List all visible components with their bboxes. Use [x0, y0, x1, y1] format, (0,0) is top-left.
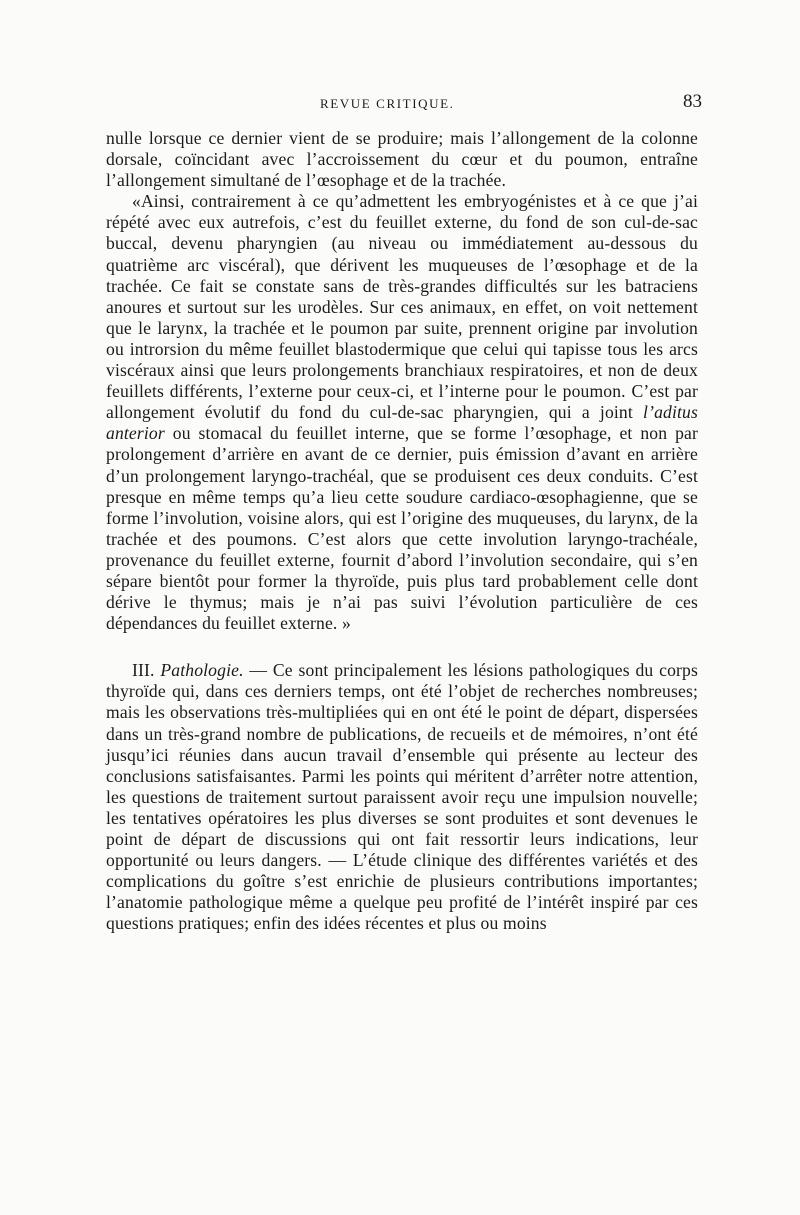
italic-term: l’aditus anterior — [106, 402, 698, 444]
paragraph-continuation — [106, 128, 698, 191]
section-number: III. — [132, 660, 155, 681]
running-title: REVUE CRITIQUE. — [320, 96, 455, 111]
paragraph-text: nulle lorsque ce dernier vient de se produire; mais l’allongement de la colonne dorsale, coïncidant avec l’accroissement du cœur et du poumon, entraîne l’allongement simultané de l’œsophage et de la trachée. — [106, 128, 698, 191]
paragraph-quotation — [106, 191, 698, 634]
running-header — [106, 91, 702, 120]
section-text: — Ce sont principalement les lésions pathologiques du corps thyroïde qui, dans ces derniers temps, ont été l’objet de recherches nombreuses; mais les observations très-multipliées qui en ont été le point de départ, dispersées dans un très-grand nombre de publications, de recueils et de mémoires, n’ont été jusqu’ici réunies dans aucun travail d’ensemble qui présente au lecteur des conclusions satisfaisantes. Parmi les points qui méritent d’arrêter notre attention, les questions de traitement surtout paraissent avoir reçu une impulsion nouvelle; les tentatives opératoires les plus diverses se sont produites et sont devenues le point de départ de discussions qui ont fait ressortir leurs indications, leur opportunité ou leurs dangers. — L’étude clinique des différentes variétés et des complications du goître s’est enrichie de plusieurs contributions importantes; l’anatomie pathologique même a quelque peu profité de l’intérêt inspiré par ces questions pratiques; enfin des idées récentes et plus ou moins — [106, 660, 698, 934]
page-number: 83 — [683, 91, 702, 112]
section-title: Pathologie. — [160, 660, 244, 681]
quotation-text-part-2: ou stomacal du feuillet interne, que se forme l’œsophage, et non par prolongement d’arrière en avant de ce dernier, puis émission d’avant en arrière d’un prolongement laryngo-trachéal, que se produisent ces deux conduits. C’est presque en même temps qu’a lieu cette soudure cardiaco-œsophagienne, que se forme l’involution, voisine alors, qui est l’origine des muqueuses, du larynx, de la trachée et des poumons. C’est alors que cette involution laryngo-trachéale, provenance du feuillet externe, fournit d’abord l’involution secondaire, qui s’en sépare bientôt pour former la thyroïde, puis plus tard probablement celle dont dérive le thymus; mais je n’ai pas suivi l’évolution particulière de ces dépendances du feuillet externe. » — [106, 423, 698, 634]
quotation-text-part-1: «Ainsi, contrairement à ce qu’admettent les embryogénistes et à ce que j’ai répété avec eux autrefois, c’est du feuillet externe, du fond de son cul-de-sac buccal, devenu pharyngien (au niveau ou immédiatement au-dessous du quatrième arc viscéral), que dérivent les muqueuses de l’œsophage et de la trachée. Ce fait se constate sans de très-grandes difficultés sur les batraciens anoures et surtout sur les urodèles. Sur ces animaux, en effet, on voit nettement que le larynx, la trachée et le poumon par suite, prennent origine par involution ou introrsion du même feuillet blastodermique que celui qui tapisse tous les arcs viscéraux ainsi que leurs prolongements branchiaux respiratoires, et non de deux feuillets différents, l’externe pour ceux-ci, et l’interne pour le poumon. C’est par allongement évolutif du fond du cul-de-sac pharyngien, qui a joint — [106, 191, 698, 423]
paragraph-pathologie — [106, 660, 698, 934]
book-page — [106, 91, 702, 934]
